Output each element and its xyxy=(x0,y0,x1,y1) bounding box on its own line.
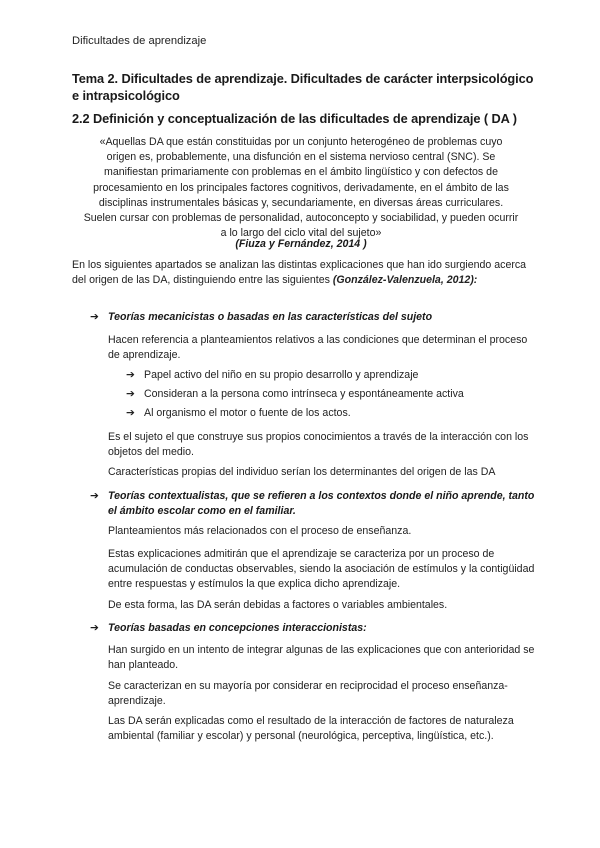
quote-line: manifiestan primariamente con problemas en el ámbito lingüístico y con defectos de xyxy=(104,166,498,179)
paragraph: Se caracterizan en su mayoría por considerar en reciprocidad el proceso enseñanza-aprendizaje. xyxy=(108,680,508,708)
paragraph: Es el sujeto el que construye sus propios conocimientos a través de la interacción con los objetos del medio. xyxy=(108,431,529,459)
paragraph: De esta forma, las DA serán debidas a factores o variables ambientales. xyxy=(108,599,448,611)
arrow-bullet-icon: ➔ xyxy=(90,311,99,323)
intro-citation: (González-Valenzuela, 2012): xyxy=(332,274,478,287)
quote-line: procesamiento en los principales factores cognitivos, derivadamente, en el ámbito de las xyxy=(93,181,509,194)
paragraph: Características propias del individuo serían los determinantes del origen de las DA xyxy=(108,466,496,478)
list-item: ➔ Al organismo el motor o fuente de los actos. xyxy=(126,406,540,421)
paragraph: Planteamientos más relacionados con el proceso de enseñanza. xyxy=(108,525,412,537)
arrow-bullet-icon: ➔ xyxy=(126,369,135,381)
definition-quote xyxy=(70,135,532,241)
quote-line: Suelen cursar con problemas de personalidad, autoconcepto y sociabilidad, y pueden ocurrir xyxy=(83,212,519,225)
theory-heading-interaccionistas: ➔ Teorías basadas en concepciones interaccionistas: xyxy=(90,621,540,636)
quote-citation: (Fiuza y Fernández, 2014 ) xyxy=(235,238,367,250)
chapter-title: Tema 2. Dificultades de aprendizaje. Dificultades de carácter interpsicológico e intrapsicológico xyxy=(72,71,534,103)
theory-heading-contextualistas: ➔ Teorías contextualistas, que se refieren a los contextos donde el niño aprende, tanto el ámbito escolar como en el familiar. xyxy=(90,490,535,518)
intro-text: En los siguientes apartados se analizan las distintas explicaciones que han ido surgiendo acerca del origen de las DA, distinguiendo entre las siguientes xyxy=(72,259,527,287)
arrow-bullet-icon: ➔ xyxy=(90,490,99,502)
section-title: 2.2 Definición y conceptualización de las dificultades de aprendizaje ( DA ) xyxy=(72,111,517,126)
paragraph: Estas explicaciones admitirán que el aprendizaje se caracteriza por un proceso de acumulación de conductas observables, siendo la asociación de estímulos y la contigüidad entre respuestas y estímulos la que explica dicho aprendizaje. xyxy=(108,548,535,591)
arrow-bullet-icon: ➔ xyxy=(90,622,99,634)
paragraph: Las DA serán explicadas como el resultado de la interacción de factores de naturaleza ambiental (familiar y escolar) y personal (neurológica, perceptiva, lingüística, etc.). xyxy=(108,715,514,743)
quote-line: disciplinas instrumentales básicas y, secundariamente, en diversas áreas curriculares. xyxy=(98,196,504,209)
running-header: Dificultades de aprendizaje xyxy=(72,35,207,47)
list-item: ➔ Consideran a la persona como intrínseca y espontáneamente activa xyxy=(126,387,540,402)
quote-line: origen es, probablemente, una disfunción en el sistema nervioso central (SNC). Se xyxy=(106,151,496,164)
list-item: ➔ Papel activo del niño en su propio desarrollo y aprendizaje xyxy=(126,368,540,383)
quote-line: a lo largo del ciclo vital del sujeto» xyxy=(220,227,382,240)
theory-heading-mecanicistas: ➔ Teorías mecanicistas o basadas en las características del sujeto xyxy=(90,310,540,325)
paragraph: Hacen referencia a planteamientos relativos a las condiciones que determinan el proceso de aprendizaje. xyxy=(108,334,528,362)
paragraph: Han surgido en un intento de integrar algunas de las explicaciones que con anterioridad se han planteado. xyxy=(108,644,535,672)
intro-paragraph xyxy=(72,258,540,288)
arrow-bullet-icon: ➔ xyxy=(126,388,135,400)
quote-line: «Aquellas DA que están constituidas por un conjunto heterogéneo de problemas cuyo xyxy=(99,136,503,148)
arrow-bullet-icon: ➔ xyxy=(126,407,135,419)
